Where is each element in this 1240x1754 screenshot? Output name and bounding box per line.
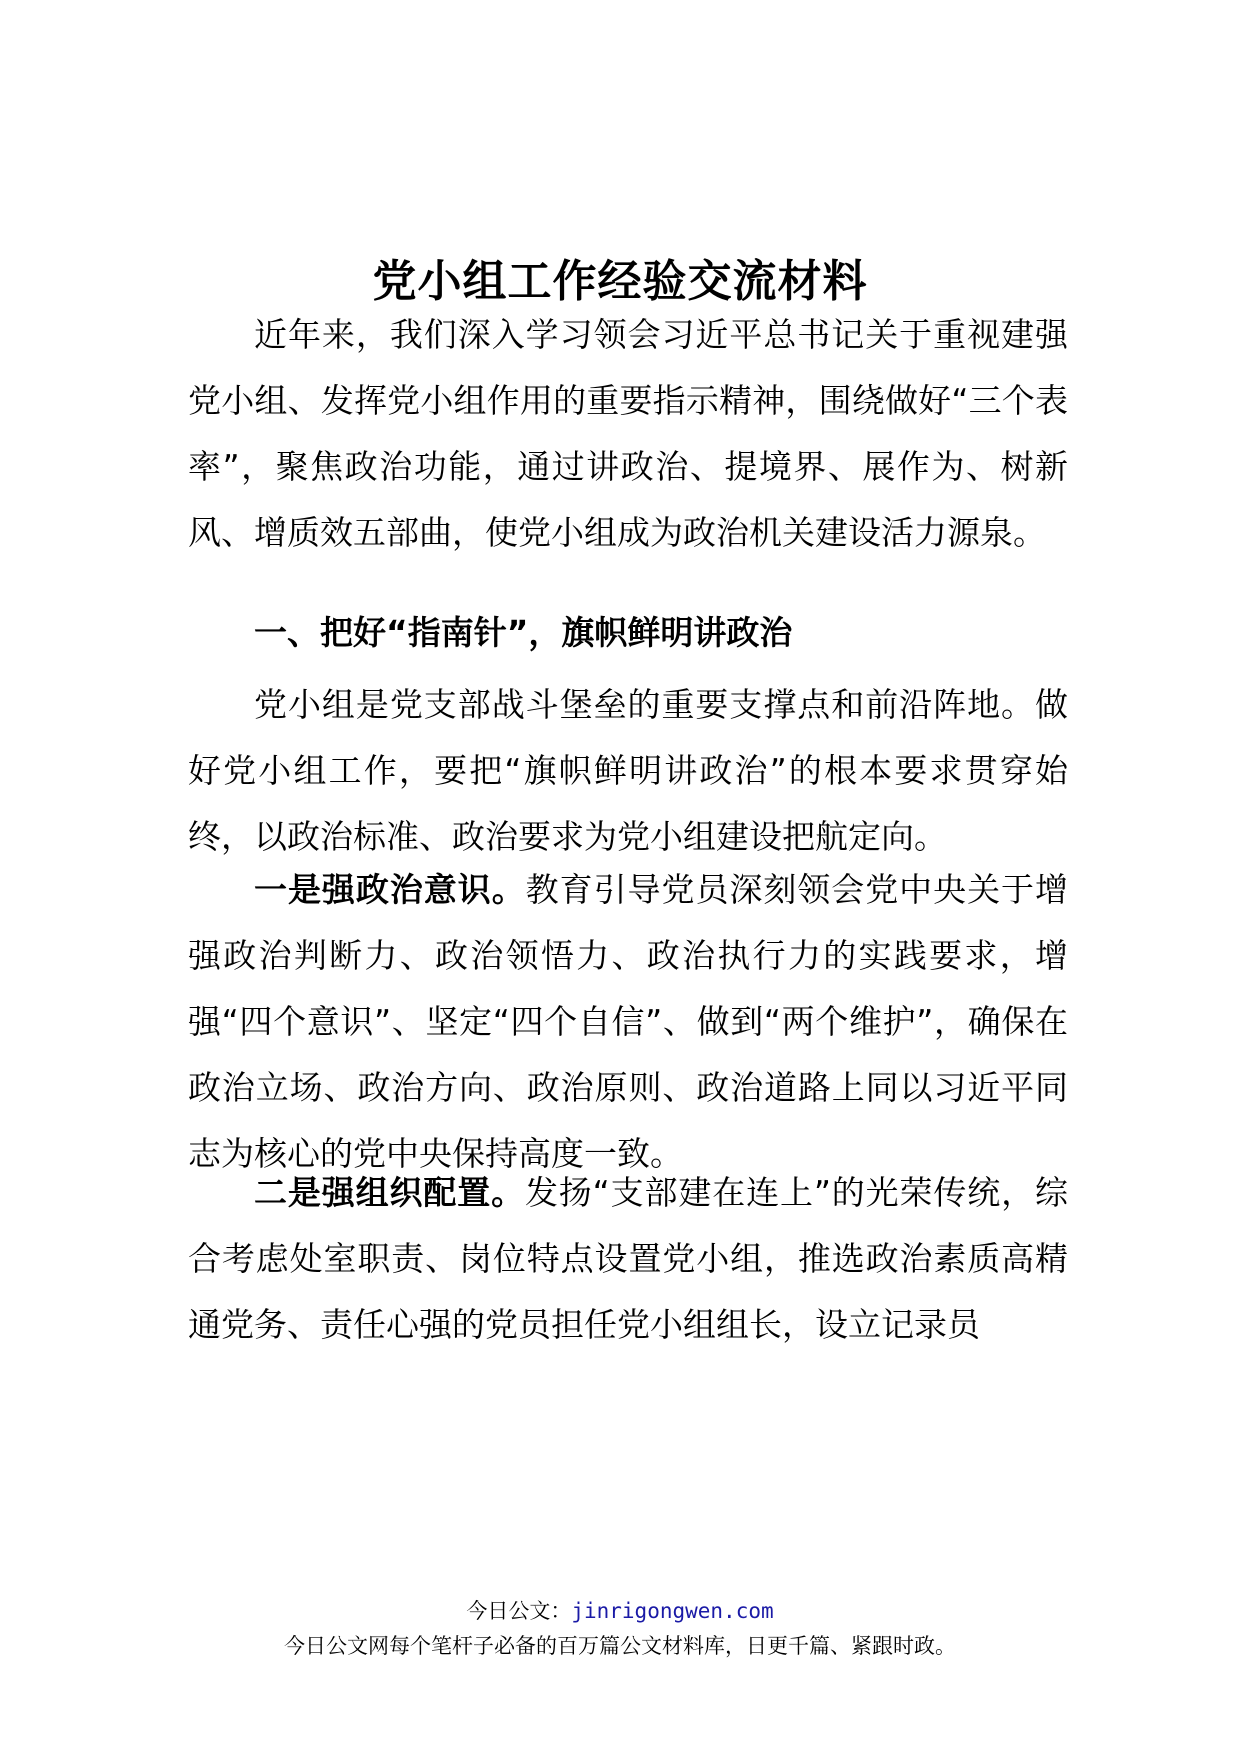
footer-slogan: 今日公文网每个笔杆子必备的百万篇公文材料库，日更千篇、紧跟时政。	[284, 1634, 956, 1658]
point-1-text: 教育引导党员深刻领会党中央关于增强政治判断力、政治领悟力、政治执行力的实践要求，增强“四个意识”、坚定“四个自信”、做到“两个维护”，确保在政治立场、政治方向、政治原则、政治道路上同以习近平同志为核心的党中央保持高度一致。	[188, 870, 1069, 1173]
section1-paragraph: 党小组是党支部战斗堡垒的重要支撑点和前沿阵地。做好党小组工作，要把“旗帜鲜明讲政治”的根本要求贯穿始终，以政治标准、政治要求为党小组建设把航定向。	[188, 685, 1068, 856]
point-1-paragraph	[188, 857, 1068, 1187]
section-heading-1: 一、把好“指南针”，旗帜鲜明讲政治	[254, 613, 793, 652]
footer-site-label: 今日公文：	[466, 1599, 572, 1623]
point-2-text: 发扬“支部建在连上”的光荣传统，综合考虑处室职责、岗位特点设置党小组，推选政治素质高精通党务、责任心强的党员担任党小组组长，设立记录员	[188, 1173, 1068, 1344]
point-1-lead: 一是强政治意识。	[254, 870, 526, 909]
point-2-paragraph	[188, 1160, 1068, 1358]
point-2-lead: 二是强组织配置。	[254, 1173, 525, 1212]
footer-site-url[interactable]: jinrigongwen.com	[571, 1599, 774, 1623]
intro-paragraph: 近年来，我们深入学习领会习近平总书记关于重视建强党小组、发挥党小组作用的重要指示精神，围绕做好“三个表率”，聚焦政治功能，通过讲政治、提境界、展作为、树新风、增质效五部曲，使党小组成为政治机关建设活力源泉。	[188, 315, 1068, 552]
footer-site-line	[0, 1597, 1240, 1625]
document-title: 党小组工作经验交流材料	[372, 256, 868, 307]
